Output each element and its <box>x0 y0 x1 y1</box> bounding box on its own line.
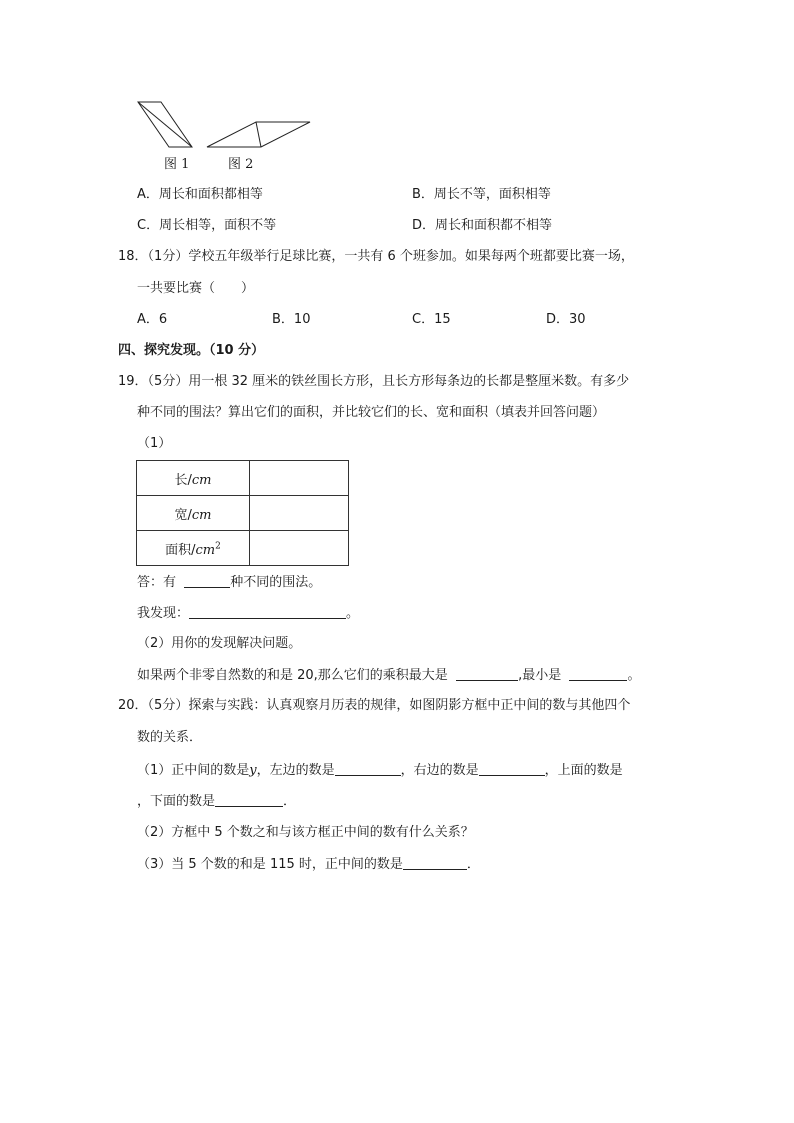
answer-count-blank[interactable] <box>184 575 230 588</box>
figure-1-label: 图 1 <box>164 157 190 172</box>
q20-part1-line: （1）正中间的数是y，左边的数是 ，右边的数是 ，上面的数是 <box>137 763 623 778</box>
bottom-number-blank[interactable] <box>215 794 283 807</box>
width-answer-cell[interactable] <box>250 496 349 531</box>
q20-part2: （2）方框中 5 个数之和与该方框正中间的数有什么关系？ <box>137 825 474 840</box>
q18-stem-line1: 18．（1分）学校五年级举行足球比赛，一共有 6 个班参加。如果每两个班都要比赛一场， <box>118 249 634 264</box>
figure-2-shape <box>207 122 310 147</box>
length-answer-cell[interactable] <box>250 461 349 496</box>
q19-answer-line: 答：有 种不同的围法。 <box>137 575 322 590</box>
figure-1-shape <box>138 102 192 147</box>
row-label-area: 面积$/cm^2$ <box>137 531 250 566</box>
q19-problem-line: 如果两个非零自然数的和是 20,那么它们的乘积最大是 ,最小是 。 <box>137 668 641 683</box>
q17-option-c[interactable]: C．周长相等，面积不等 <box>137 218 277 233</box>
q18-option-b[interactable]: B．10 <box>272 312 311 327</box>
q17-option-b[interactable]: B．周长不等，面积相等 <box>412 187 551 202</box>
q20-part3-line: （3）当 5 个数的和是 115 时，正中间的数是 ． <box>137 857 480 872</box>
q19-discover-line: 我发现： 。 <box>137 606 360 621</box>
table-row <box>137 496 349 531</box>
q18-option-a[interactable]: A．6 <box>137 312 168 327</box>
q19-part1-label: （1） <box>137 436 172 451</box>
left-number-blank[interactable] <box>335 763 401 776</box>
q18-option-d[interactable]: D．30 <box>546 312 586 327</box>
q20-stem-line2: 数的关系． <box>137 730 203 745</box>
table-row <box>137 461 349 496</box>
row-label-length: 长/cm <box>137 461 250 496</box>
max-product-blank[interactable] <box>456 668 518 681</box>
middle-number-blank[interactable] <box>403 857 467 870</box>
q19-stem-line1: 19．（5分）用一根 32 厘米的铁丝围长方形，且长方形每条边的长都是整厘米数。有多少 <box>118 374 630 389</box>
row-label-width: 宽/cm <box>137 496 250 531</box>
right-number-blank[interactable] <box>479 763 545 776</box>
q20-part1-line2: ，下面的数是 ． <box>137 794 297 809</box>
q19-stem-line2: 种不同的围法？算出它们的面积，并比较它们的长、宽和面积（填表并回答问题） <box>137 405 606 420</box>
q20-stem-line1: 20．（5分）探索与实践：认真观察月历表的规律，如图阴影方框中正中间的数与其他四个 <box>118 698 631 713</box>
area-answer-cell[interactable] <box>250 531 349 566</box>
section-title: 四、探究发现。（10 分） <box>118 343 265 358</box>
min-product-blank[interactable] <box>569 668 627 681</box>
parallelogram-figures <box>130 95 320 155</box>
q17-option-d[interactable]: D．周长和面积都不相等 <box>412 218 553 233</box>
q18-stem-line2: 一共要比赛（ ） <box>137 281 255 296</box>
q17-option-a[interactable]: A．周长和面积都相等 <box>137 187 263 202</box>
q19-table <box>136 460 349 566</box>
q19-part2-label: （2）用你的发现解决问题。 <box>137 636 302 651</box>
table-row <box>137 531 349 566</box>
figure-2-label: 图 2 <box>228 157 254 172</box>
discover-blank[interactable] <box>189 606 346 619</box>
q18-option-c[interactable]: C．15 <box>412 312 451 327</box>
